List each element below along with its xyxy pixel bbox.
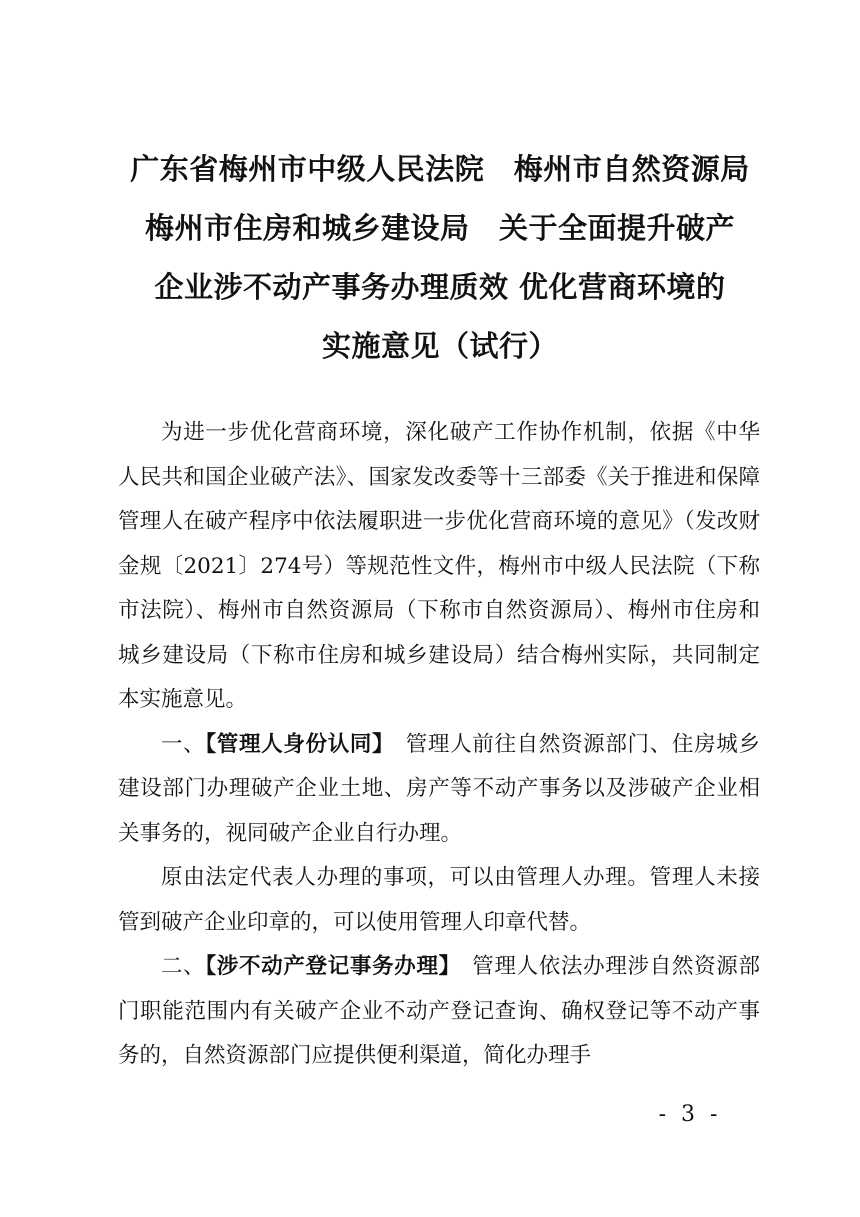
preamble-text: 为进一步优化营商环境，深化破产工作协作机制，依据《中华人民共和国企业破产法》、国家发改委等十三部委《关于推进和保障管理人在破产程序中依法履职进一步优化营商环境的意见》（发改财金规〔2021〕274号）等规范性文件，梅州市中级人民法院（下称市法院）、梅州市自然资源局（下称市自然资源局）、梅州市住房和城乡建设局（下称市住房和城乡建设局）结合梅州实际，共同制定本实施意见。 [118, 420, 760, 712]
article-2-heading: 【涉不动产登记事务办理】 [205, 954, 451, 979]
title-line-1: 广东省梅州市中级人民法院 梅州市自然资源局 [130, 152, 750, 186]
article-1-heading: 【管理人身份认同】 [205, 731, 384, 757]
document-body [118, 411, 760, 1079]
article-2-text: 管理人依法办理涉自然资源部门职能范围内有关破产企业不动产登记查询、确权登记等不动产事务的，自然资源部门应提供便利渠道，简化办理手 [118, 954, 760, 1068]
document-title [100, 140, 780, 376]
title-line-2: 梅州市住房和城乡建设局 关于全面提升破产 [144, 211, 735, 245]
article-2-number: 二、 [161, 954, 206, 979]
title-line-4: 实施意见（试行） [321, 329, 558, 363]
preamble-paragraph [118, 411, 760, 723]
article-2-paragraph [118, 945, 760, 1079]
page-number: - 3 - [658, 1102, 722, 1127]
article-1-continuation-paragraph [118, 856, 760, 945]
title-line-3: 企业涉不动产事务办理质效 优化营商环境的 [154, 270, 726, 304]
article-1-text: 管理人前往自然资源部门、住房城乡建设部门办理破产企业土地、房产等不动产事务以及涉破产企业相关事务的，视同破产企业自行办理。 [118, 731, 760, 846]
article-1-number: 一、 [161, 731, 206, 757]
article-1-continuation-text: 原由法定代表人办理的事项，可以由管理人办理。管理人未接管到破产企业印章的，可以使用管理人印章代替。 [118, 865, 760, 935]
article-1-paragraph [118, 723, 760, 857]
